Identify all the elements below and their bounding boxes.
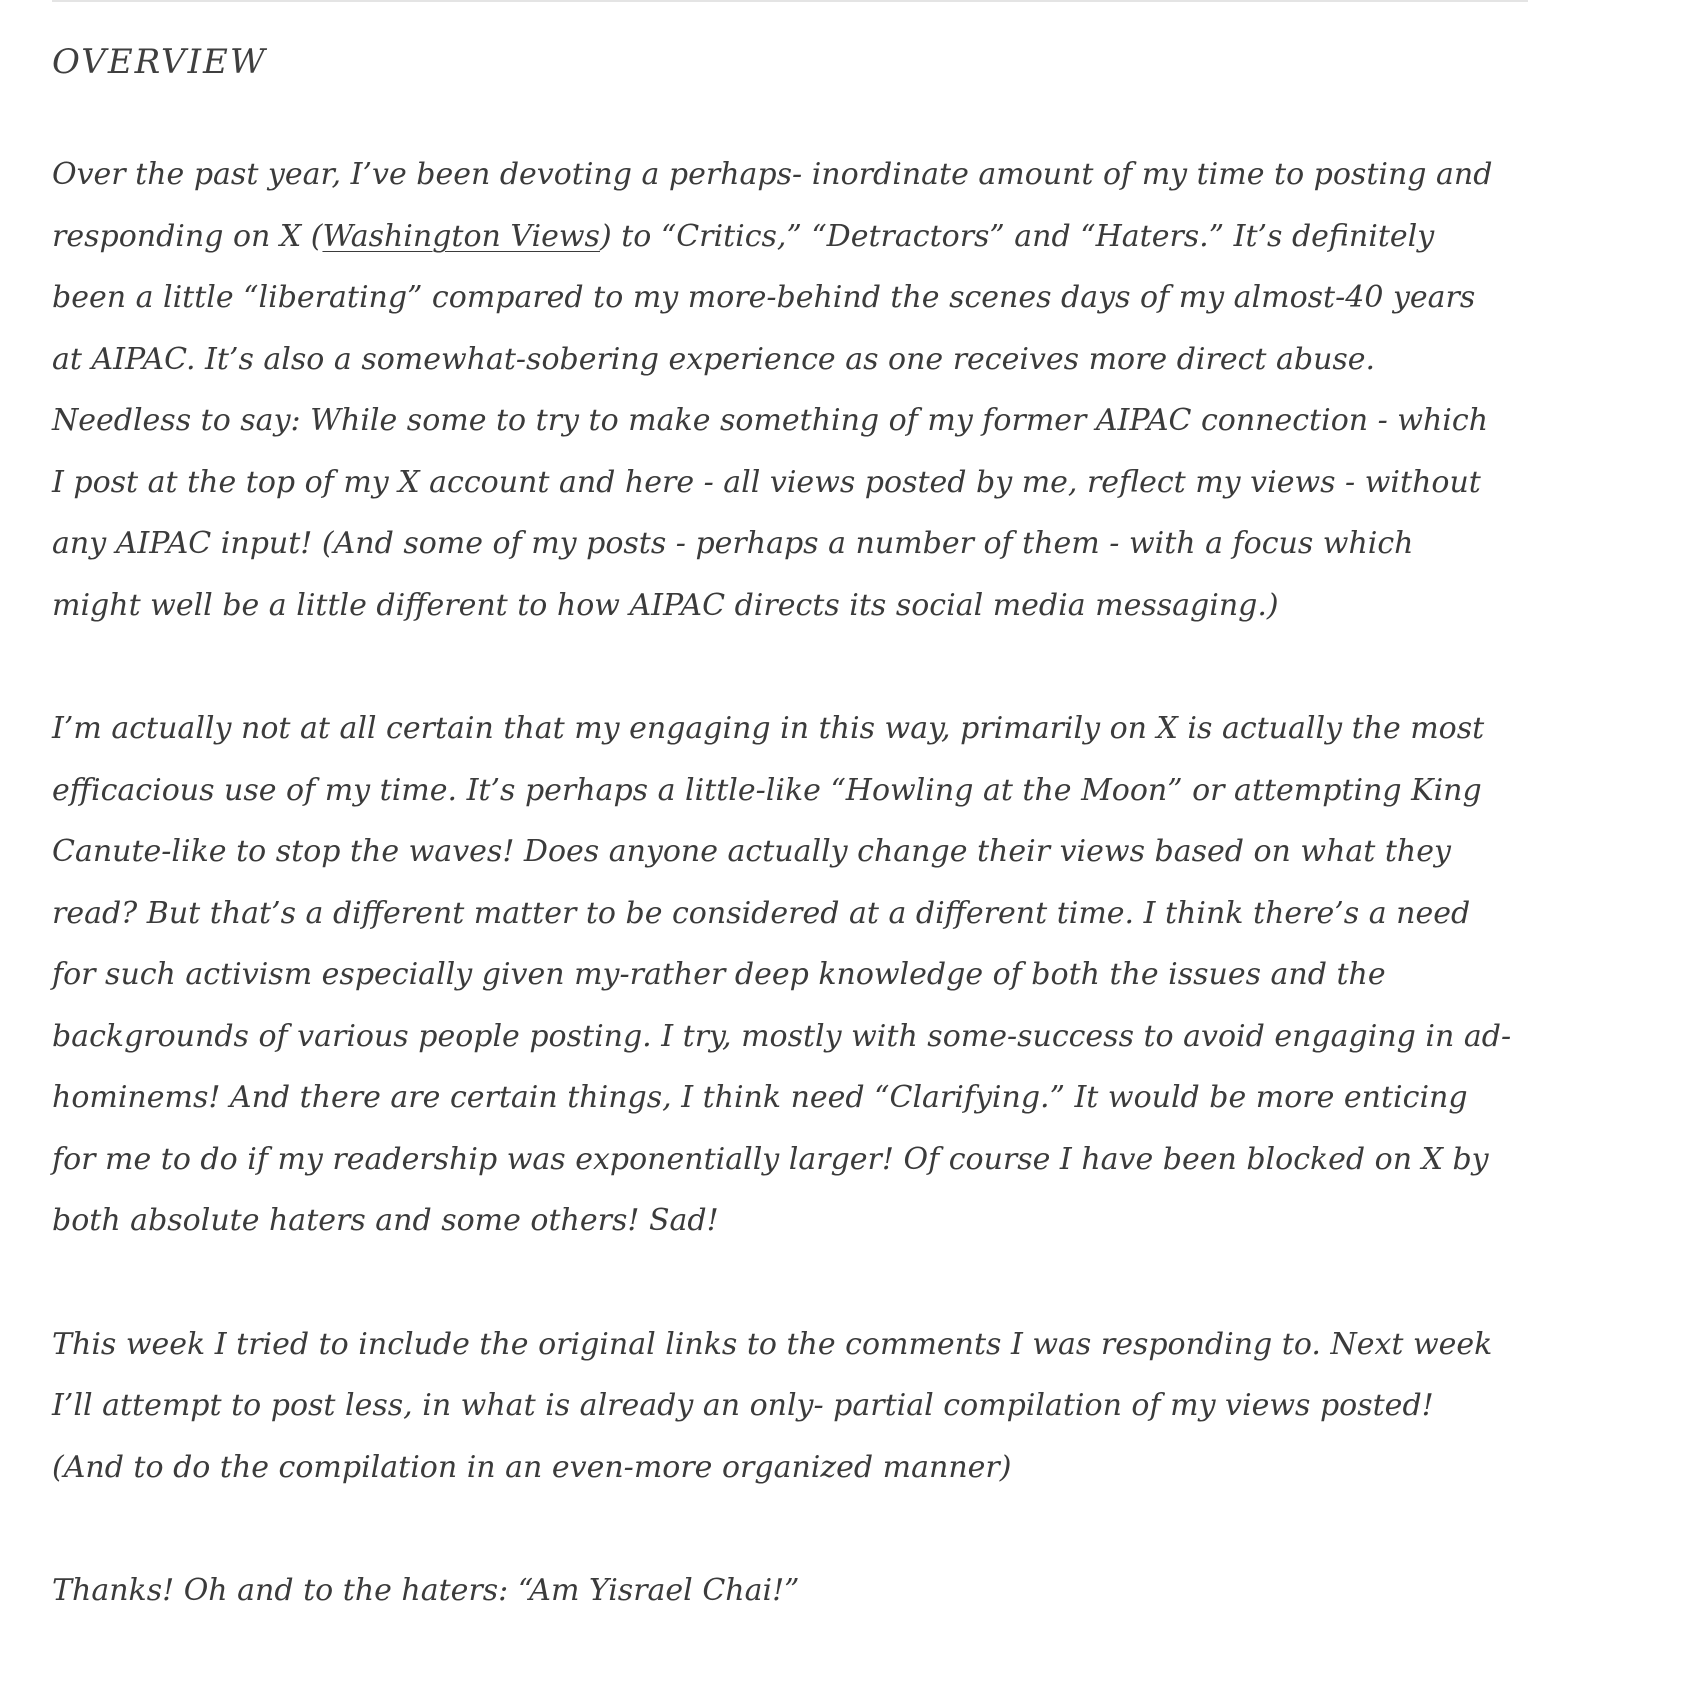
article-body [52, 40, 1552, 1684]
text-line: for such activism especially given my-rather deep knowledge of both the issues and the [52, 957, 1386, 992]
paragraph-4 [52, 1560, 1552, 1622]
text-line: Canute-like to stop the waves! Does anyone actually change their views based on what they [52, 834, 1451, 869]
text-line: been a little “liberating” compared to my more-behind the scenes days of my almost-40 years [52, 280, 1476, 315]
paragraph-2 [52, 698, 1552, 1252]
text-line: for me to do if my readership was exponentially larger! Of course I have been blocked on X by [52, 1141, 1489, 1177]
text-line: hominems! And there are certain things, I think need “Clarifying.” It would be more enticing [52, 1080, 1468, 1115]
text-line: I’ll attempt to post less, in what is already an only- partial compilation of my views posted! [52, 1388, 1434, 1423]
text-line: efficacious use of my time. It’s perhaps a little-like “Howling at the Moon” or attempting King [52, 772, 1482, 808]
section-heading: OVERVIEW [52, 42, 267, 82]
text-line: I’m actually not at all certain that my engaging in this way, primarily on X is actually the most [52, 711, 1485, 746]
text-line: read? But that’s a different matter to be considered at a different time. I think there’s a need [52, 895, 1471, 931]
text-line: (And to do the compilation in an even-more organized manner) [52, 1449, 1012, 1485]
text-line: any AIPAC input! (And some of my posts - perhaps a number of them - with a focus which [52, 526, 1414, 561]
text-line: both absolute haters and some others! Sad! [52, 1203, 719, 1238]
text-segment: responding on X ( [52, 218, 323, 254]
paragraph-1 [52, 144, 1552, 636]
text-line: at AIPAC. It’s also a somewhat-sobering experience as one receives more direct abuse. [52, 341, 1376, 377]
top-divider [52, 0, 1528, 2]
text-line: Over the past year, I’ve been devoting a perhaps- inordinate amount of my time to posting and [52, 157, 1493, 192]
paragraph-3 [52, 1314, 1552, 1499]
text-line: Thanks! Oh and to the haters: “Am Yisrael Chai!” [52, 1573, 800, 1608]
text-line: backgrounds of various people posting. I try, mostly with some-success to avoid engaging in ad- [52, 1018, 1512, 1054]
text-line: might well be a little different to how AIPAC directs its social media messaging.) [52, 587, 1279, 623]
text-line [52, 206, 1552, 268]
text-segment: ) to “Critics,” “Detractors” and “Haters.” It’s definitely [599, 218, 1435, 254]
washington-views-link[interactable]: Washington Views [322, 218, 600, 254]
text-line: Needless to say: While some to try to make something of my former AIPAC connection - which [52, 403, 1489, 438]
text-line: I post at the top of my X account and here - all views posted by me, reflect my views - without [52, 464, 1481, 500]
text-line: This week I tried to include the original links to the comments I was responding to. Next week [52, 1326, 1493, 1362]
